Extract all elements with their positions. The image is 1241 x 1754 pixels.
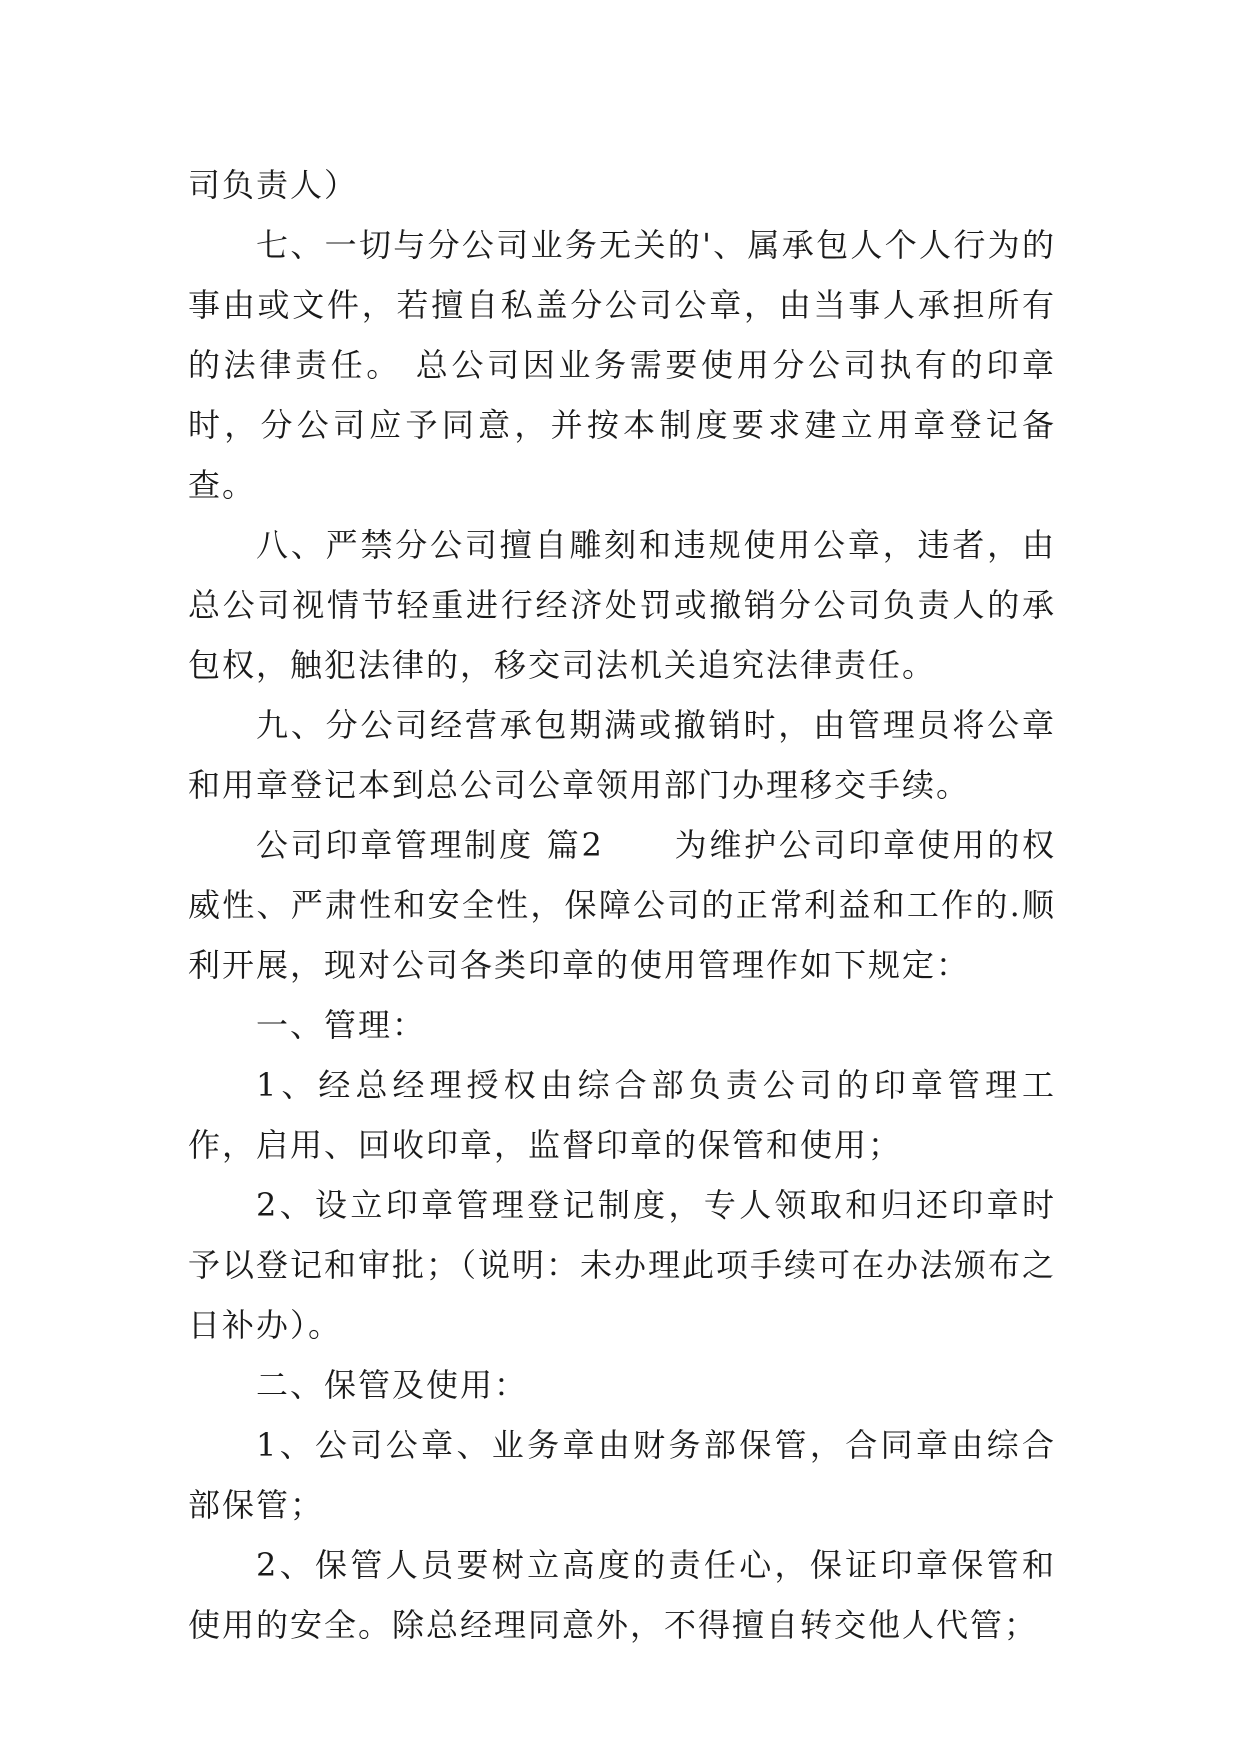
paragraph-3: 九、分公司经营承包期满或撤销时，由管理员将公章和用章登记本到总公司公章领用部门办理移交手续。 xyxy=(188,706,1056,804)
paragraph-4-text: 为维护公司印章使用的权威性、严肃性和安全性，保障公司的正常利益和工作的.顺利开展，现对公司各类印章的使用管理作如下规定： xyxy=(188,826,1056,984)
paragraph-10: 2、保管人员要树立高度的责任心，保证印章保管和使用的安全。除总经理同意外，不得擅自转交他人代管； xyxy=(188,1546,1056,1644)
paragraph-9: 1、公司公章、业务章由财务部保管，合同章由综合部保管； xyxy=(188,1426,1056,1524)
document-body xyxy=(188,155,1056,1655)
paragraph-8: 二、保管及使用： xyxy=(256,1366,529,1404)
paragraph-6: 1、经总经理授权由综合部负责公司的印章管理工作，启用、回收印章，监督印章的保管和使用； xyxy=(188,1066,1056,1164)
paragraph-1: 七、一切与分公司业务无关的'、属承包人个人行为的事由或文件，若擅自私盖分公司公章，由当事人承担所有的法律责任。 总公司因业务需要使用分公司执有的印章时，分公司应予同意，并按本制度要求建立用章登记备查。 xyxy=(188,226,1056,504)
paragraph-2: 八、严禁分公司擅自雕刻和违规使用公章，违者，由总公司视情节轻重进行经济处罚或撤销分公司负责人的承包权，触犯法律的，移交司法机关追究法律责任。 xyxy=(188,526,1056,684)
paragraph-7: 2、设立印章管理登记制度，专人领取和归还印章时予以登记和审批；（说明：未办理此项手续可在办法颁布之日补办）。 xyxy=(188,1186,1057,1344)
paragraph-0: 司负责人） xyxy=(188,166,359,204)
section-heading: 公司印章管理制度 篇2 xyxy=(256,826,604,864)
paragraph-4 xyxy=(188,815,1056,995)
paragraph-5: 一、管理： xyxy=(256,1006,427,1044)
